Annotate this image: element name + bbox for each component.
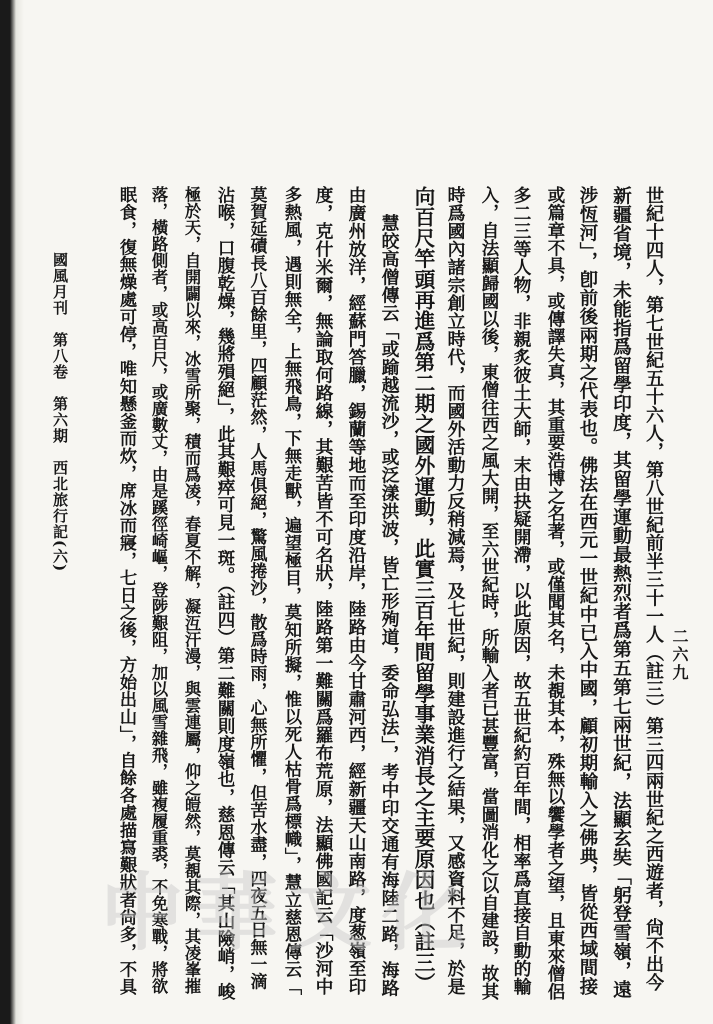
- text-column-11: 度，克什米爾，無論取何路線，其艱苦皆不可名狀，陸路第一難關爲羅布荒原，法顯佛國記云「沙河中: [313, 186, 334, 996]
- text-column-1: 世紀十四人，第七世紀五十六人，第八世紀前半三十一人（註三）第三四兩世紀之西遊者，尙不出今: [643, 186, 664, 992]
- text-column-15: 極於天，自開闢以來，冰雪所聚，積而爲凌，春夏不解，凝沍汗漫，與雲連屬，仰之皚然，莫覩其際，其凌峯摧: [182, 186, 201, 995]
- text-column-6: 入，自法顯歸國以後，東僧往西之風大開，至六世紀時，所輸入者已甚豐富，當圖消化之以自建設，故其: [479, 186, 499, 1001]
- scan-edge-shadow: [0, 0, 24, 1024]
- text-column-13: 莫賀延磧長八百餘里，四顧茫然，人馬俱絕，驚風捲沙，散爲時雨，心無所懼，但苦水盡，四夜五日無一滴: [248, 186, 268, 990]
- running-header: 國風月刊 第八卷 第六期 西北旅行記(六): [51, 252, 69, 573]
- text-column-8: 向百尺竿頭再進爲第二期之國外運動，此實三百年間留學事業消長之主要原因也（註三）: [411, 186, 435, 994]
- text-column-14: 沾喉，口腹乾燥，幾將殞絕」，此其艱瘁可見一斑。（註四）第二難關則度嶺也，慈恩傳云「其山險峭，峻: [215, 186, 235, 1001]
- text-column-17: 眠食，復無燥處可停，唯知懸釜而炊，席冰而寢，七日之後，方始出山」，自餘各處描寫艱狀者尙多，不具: [116, 186, 136, 996]
- text-column-10: 由廣州放洋，經蘇門答臘，錫蘭等地而至印度沿岸，陸路由今甘肅河西，經新疆天山南路，度葱嶺至印: [346, 186, 367, 996]
- text-column-2: 新疆省境，未能指爲留學印度，其留學運動最熱烈者爲第五第七兩世紀，法顯玄奘「躬登雪嶺，遠: [610, 186, 632, 999]
- text-column-3: 涉恆河」，卽前後兩期之代表也。佛法在西元一世紀中已入中國，顧初期輸入之佛典，皆從西域間接: [577, 186, 598, 996]
- watermark: 中華文化: [100, 864, 477, 962]
- text-column-4: 或篇章不具，或傳譯失真，其重要浩博之名著，或僅聞其名，未覩其本，殊無以饗學者之望，且東來僧侶: [545, 186, 565, 1001]
- text-column-16: 落，橫路側者，或高百尺，或廣數丈，由是蹊徑崎嶇，登陟艱阻，加以風雪雜飛，雖複履重裘，不免寒戰，將欲: [149, 186, 168, 995]
- text-column-9: 慧皎高僧傳云「或踰越流沙，或泛漾洪波，皆亡形殉道，委命弘法」，考中印交通有海陸二路，海路: [379, 214, 400, 997]
- text-column-12: 多熱風，遇則無全，上無飛鳥，下無走獸，遍望極目，莫知所擬，惟以死人枯骨爲標幟」，慧立慈恩傳云「: [281, 186, 301, 996]
- text-column-7: 時爲國內諸宗創立時代，而國外活動力反稍減焉，及七世紀，則建設進行之結果，又感資料不足，於是: [445, 186, 466, 996]
- page-number: 二六九: [670, 628, 689, 682]
- text-column-5: 多二三等人物，非親炙彼土大師，末由抉疑開滯，以此原因，故五世紀約百年間，相率爲直接自動的輸: [511, 186, 532, 996]
